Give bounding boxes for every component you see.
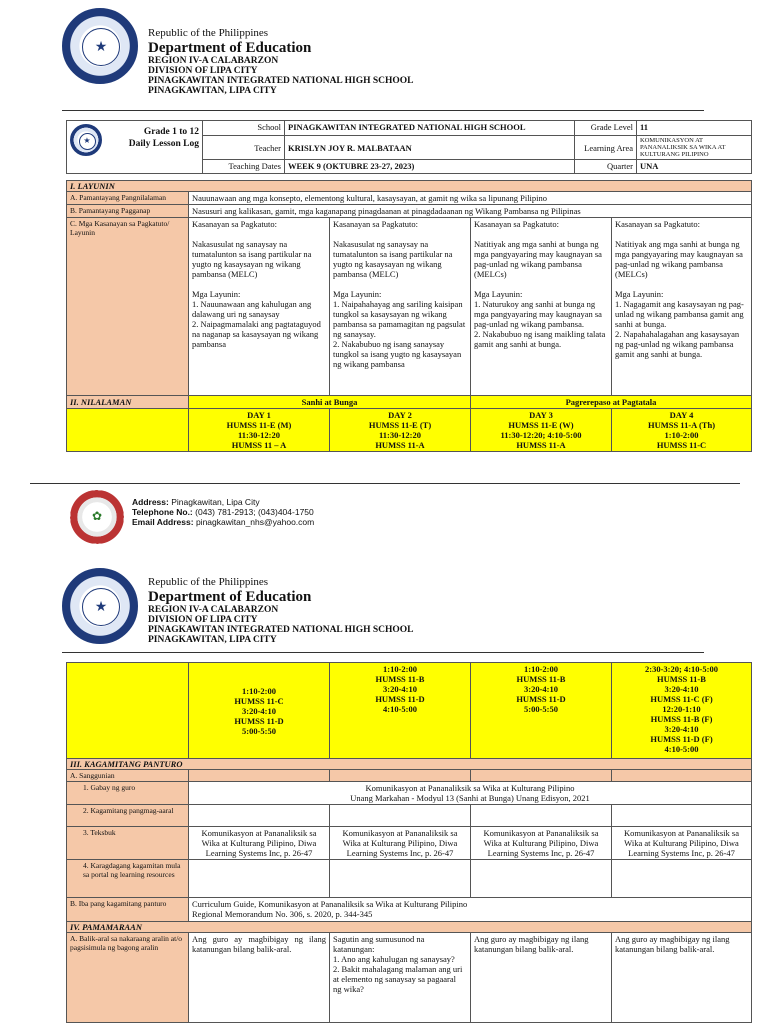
footer-email-value: pinagkawitan_nhs@yahoo.com: [195, 517, 315, 527]
school-field-label: School: [203, 121, 285, 136]
pamantayang-pagganap-value: Nasusuri ang kalikasan, gamit, mga kaganapang pinagdaanan at pinagdadaanan ng Wikang Pambansa ng Pilipinas: [189, 205, 752, 218]
address-label: PINAGKAWITAN, LIPA CITY: [148, 635, 277, 645]
content-sanhi-bunga: Sanhi at Bunga: [189, 396, 471, 409]
sched-blank-cell: [67, 663, 189, 759]
materials-procedure-table: [66, 662, 752, 1023]
balik-aral-day1: Ang guro ay magbibigay ng ilang katanungan bilang balik-aral.: [189, 933, 330, 1023]
pamantayang-pagganap-label: B. Pamantayang Pagganap: [67, 205, 189, 218]
footer-address-label: Address:: [132, 497, 169, 507]
kasanayan-day4: Kasanayan sa Pagkatuto: Natitiyak ang mga sanhi at bunga ng mga pangyayaring may kaugnayan sa pag-unlad ng wikang pambansa (MELCs) Mga Layunin: 1. Nagagamit ang kasaysayan ng pag-unlad ng wikang pambansa gamit ang sanhi at bunga. 2. Napahahalagahan ang kasaysayan ng pag-unlad ng wikang pambansa gamit ang sanhi at bunga.: [612, 218, 752, 396]
kasanayan-day2: Kasanayan sa Pagkatuto: Nakasusulat ng sanaysay na tumatalunton sa isang partikular na yugto ng kasaysayan ng wikang pambansa (MELC) Mga Layunin: 1. Naipahahayag ang sariling kaisipan tungkol sa kasaysayan ng wikang pambansa sa pamamagitan ng pagsulat ng sanaysay. 2. Nakabubuo ng isang sanaysay tungkol sa isang yugto ng kasaysayan ng wikang pambansa: [330, 218, 471, 396]
section-pamamaraan: IV. PAMAMARAAN: [67, 922, 752, 933]
kasanayan-label: C. Mga Kasanayan sa Pagkatuto/ Layunin: [67, 218, 189, 396]
letterhead-page2: [148, 577, 414, 645]
kasanayan-day3: Kasanayan sa Pagkatuto: Natitiyak ang mga sanhi at bunga ng mga pangyayaring may kaugnayan sa pag-unlad ng wikang pambansa (MELCs) Mga Layunin: 1. Naturukoy ang sanhi at bunga ng mga pangyayaring may kaugnayan sa pag-unlad ng wikang pambansa. 2. Nakabubuo ng isang maikling talata gamit ang sanhi at bunga.: [471, 218, 612, 396]
division-label: DIVISION OF LIPA CITY: [148, 615, 258, 625]
day2-schedule: DAY 2 HUMSS 11-E (T) 11:30-12:20 HUMSS 11-A: [330, 409, 471, 452]
teksbuk-day4: Komunikasyon at Pananaliksik sa Wika at Kulturang Pilipino, Diwa Learning Systems Inc, p. 26-47: [612, 827, 752, 860]
day1-schedule: DAY 1 HUMSS 11-E (M) 11:30-12:20 HUMSS 11 – A: [189, 409, 330, 452]
karagdagang-kagamitan-label: 4. Karagdagang kagamitan mula sa portal ng learning resources: [67, 860, 189, 898]
section-nilalaman: II. NILALAMAN: [67, 396, 189, 409]
day-blank-cell: [67, 409, 189, 452]
deped-seal-icon: ★: [62, 568, 138, 644]
kasanayan-day1: Kasanayan sa Pagkatuto: Nakasusulat ng sanaysay na tumatalunton sa isang partikular na yugto ng kasaysayan ng wikang pambansa (MELC) Mga Layunin: 1. Nauunawaan ang kahulugan ang dalawang uri ng sanaysay 2. Naipagmamalaki ang pagtataguyod na naganap sa kasaysayan ng wikang pambansa: [189, 218, 330, 396]
footer-divider: [30, 483, 740, 484]
pamantayang-pangnilalaman-value: Nauunawaan ang mga konsepto, elementong kultural, kasaysayan, at gamit ng wika sa lipunang Pilipino: [189, 192, 752, 205]
teaching-dates-label: Teaching Dates: [203, 160, 285, 174]
iba-pang-kagamitan-value: Curriculum Guide, Komunikasyon at Pananaliksik sa Wika at Kulturang Pilipino Regional Memorandum No. 306, s. 2020, p. 344-345: [189, 898, 752, 922]
kagamitang-pangmag-aaral-label: 2. Kagamitang pangmag-aaral: [67, 805, 189, 827]
dll-title-cell: [67, 121, 203, 174]
grade-range: Grade 1 to 12: [143, 127, 199, 137]
quarter-label: Quarter: [575, 160, 637, 174]
daily-lesson-log-title: Daily Lesson Log: [128, 139, 199, 149]
teksbuk-day1: Komunikasyon at Pananaliksik sa Wika at Kulturang Pilipino, Diwa Learning Systems Inc, p. 26-47: [189, 827, 330, 860]
learning-area-label: Learning Area: [575, 136, 637, 160]
region-label: REGION IV-A CALABARZON: [148, 56, 279, 66]
school-value: PINAGKAWITAN INTEGRATED NATIONAL HIGH SCHOOL: [285, 121, 575, 136]
address-label: PINAGKAWITAN, LIPA CITY: [148, 86, 277, 96]
header-divider: [62, 110, 704, 111]
sanggunian-label: A. Sanggunian: [67, 770, 189, 782]
content-pagrerepaso: Pagrerepaso at Pagtatala: [471, 396, 752, 409]
grade-level-label: Grade Level: [575, 121, 637, 136]
pamantayang-pangnilalaman-label: A. Pamantayang Pangnilalaman: [67, 192, 189, 205]
school-label: PINAGKAWITAN INTEGRATED NATIONAL HIGH SCHOOL: [148, 625, 414, 635]
department-title: Department of Education: [148, 40, 312, 56]
day4-schedule: DAY 4 HUMSS 11-A (Th) 1:10-2:00 HUMSS 11-C: [612, 409, 752, 452]
iba-pang-kagamitan-label: B. Iba pang kagamitang panturo: [67, 898, 189, 922]
deped-seal-icon: ★: [70, 124, 102, 156]
teacher-label: Teacher: [203, 136, 285, 160]
section-layunin: I. LAYUNIN: [67, 181, 752, 192]
school-label: PINAGKAWITAN INTEGRATED NATIONAL HIGH SCHOOL: [148, 76, 414, 86]
division-label: DIVISION OF LIPA CITY: [148, 66, 258, 76]
footer-phone-value: (043) 781-2913; (043)404-1750: [195, 507, 314, 517]
balik-aral-label: A. Balik-aral sa nakaraang aralin at/o pagsisimula ng bagong aralin: [67, 933, 189, 1023]
letterhead: [148, 28, 414, 96]
teacher-value: KRISLYN JOY R. MALBATAAN: [285, 136, 575, 160]
deped-seal-icon: ★: [62, 8, 138, 84]
region-label: REGION IV-A CALABARZON: [148, 605, 279, 615]
learning-area-value: KOMUNIKASYON AT PANANALIKSIK SA WIKA AT KULTURANG PILIPINO: [637, 136, 752, 160]
gabay-guro-label: 1. Gabay ng guro: [67, 782, 189, 805]
teksbuk-day3: Komunikasyon at Pananaliksik sa Wika at Kulturang Pilipino, Diwa Learning Systems Inc, p. 26-47: [471, 827, 612, 860]
balik-aral-day2: Sagutin ang sumusunod na katanungan: 1. Ano ang kahulugan ng sanaysay? 2. Bakit mahalagang malaman ang uri at elemento ng sanaysay sa pagaaral ng wika?: [330, 933, 471, 1023]
teaching-dates-value: WEEK 9 (OKTUBRE 23-27, 2023): [285, 160, 575, 174]
footer-address-value: Pinagkawitan, Lipa City: [171, 497, 260, 507]
footer-email-label: Email Address:: [132, 517, 194, 527]
teksbuk-label: 3. Teksbuk: [67, 827, 189, 860]
republic-label: Republic of the Philippines: [148, 576, 269, 588]
day3-schedule: DAY 3 HUMSS 11-E (W) 11:30-12:20; 4:10-5:00 HUMSS 11-A: [471, 409, 612, 452]
footer-phone-label: Telephone No.:: [132, 507, 193, 517]
school-gear-logo-icon: ✿: [70, 490, 124, 544]
balik-aral-day3: Ang guro ay magbibigay ng ilang katanungan bilang balik-aral.: [471, 933, 612, 1023]
day3-sched-cont: 1:10-2:00 HUMSS 11-B 3:20-4:10 HUMSS 11-D 5:00-5:50: [471, 663, 612, 759]
objectives-table: [66, 180, 752, 452]
footer-contact: [132, 497, 314, 527]
quarter-value: UNA: [637, 160, 752, 174]
grade-level-value: 11: [637, 121, 752, 136]
republic-label: Republic of the Philippines: [148, 27, 269, 39]
balik-aral-day4: Ang guro ay magbibigay ng ilang katanungan bilang balik-aral.: [612, 933, 752, 1023]
section-kagamitang-panturo: III. KAGAMITANG PANTURO: [67, 759, 752, 770]
day4-sched-cont: 2:30-3:20; 4:10-5:00 HUMSS 11-B 3:20-4:10 HUMSS 11-C (F) 12:20-1:10 HUMSS 11-B (F) 3:20-4:10 HUMSS 11-D (F) 4:10-5:00: [612, 663, 752, 759]
gabay-guro-value: Komunikasyon at Pananaliksik sa Wika at Kulturang Pilipino Unang Markahan - Modyul 13 (Sanhi at Bunga) Unang Edisyon, 2021: [189, 782, 752, 805]
department-title: Department of Education: [148, 589, 312, 605]
teksbuk-day2: Komunikasyon at Pananaliksik sa Wika at Kulturang Pilipino, Diwa Learning Systems Inc, p. 26-47: [330, 827, 471, 860]
dll-header-table: [66, 120, 752, 174]
day1-sched-cont: 1:10-2:00 HUMSS 11-C 3:20-4:10 HUMSS 11-D 5:00-5:50: [189, 663, 330, 759]
header-divider: [62, 652, 704, 653]
day2-sched-cont: 1:10-2:00 HUMSS 11-B 3:20-4:10 HUMSS 11-D 4:10-5:00: [330, 663, 471, 759]
